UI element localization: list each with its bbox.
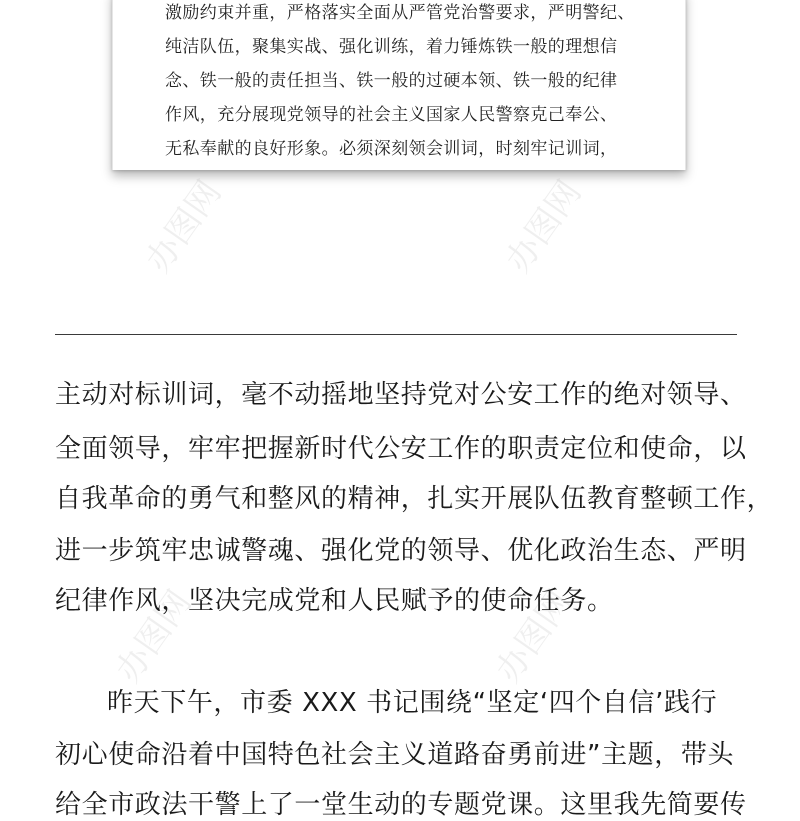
paragraph-line: 昨天下午，市委 XXX 书记围绕“坚定‘四个自信’践行 xyxy=(107,688,718,718)
watermark: 办图网 xyxy=(138,173,230,280)
watermark: 办图网 xyxy=(488,583,580,690)
card-line: 念、铁一般的责任担当、铁一般的过硬本领、铁一般的纪律 xyxy=(165,71,618,91)
card-line: 纯洁队伍，聚集实战、强化训练，着力锤炼铁一般的理想信 xyxy=(165,37,618,57)
watermark: 办图网 xyxy=(108,583,200,690)
paragraph-line: 进一步筑牢忠诚警魂、强化党的领导、优化政治生态、严明 xyxy=(55,536,747,566)
paragraph-line: 自我革命的勇气和整风的精神，扎实开展队伍教育整顿工作， xyxy=(55,484,774,514)
paragraph-line: 给全市政法干警上了一堂生动的专题党课。这里我先简要传 xyxy=(55,790,747,820)
card-line: 作风，充分展现党领导的社会主义国家人民警察克己奉公、 xyxy=(165,105,618,125)
card-line: 激励约束并重，严格落实全面从严管党治警要求，严明警纪、 xyxy=(165,3,635,23)
section-divider xyxy=(55,334,737,335)
paragraph-line: 初心使命沿着中国特色社会主义道路奋勇前进”主题，带头 xyxy=(55,740,735,770)
watermark: 办图网 xyxy=(498,173,590,280)
quote-card xyxy=(112,0,686,170)
paragraph-line: 全面领导，牢牢把握新时代公安工作的职责定位和使命，以 xyxy=(55,434,747,464)
paragraph-line: 主动对标训词，毫不动摇地坚持党对公安工作的绝对领导、 xyxy=(55,380,747,410)
paragraph-line: 纪律作风，坚决完成党和人民赋予的使命任务。 xyxy=(55,586,614,616)
card-line: 无私奉献的良好形象。必须深刻领会训词，时刻牢记训词， xyxy=(165,139,618,159)
